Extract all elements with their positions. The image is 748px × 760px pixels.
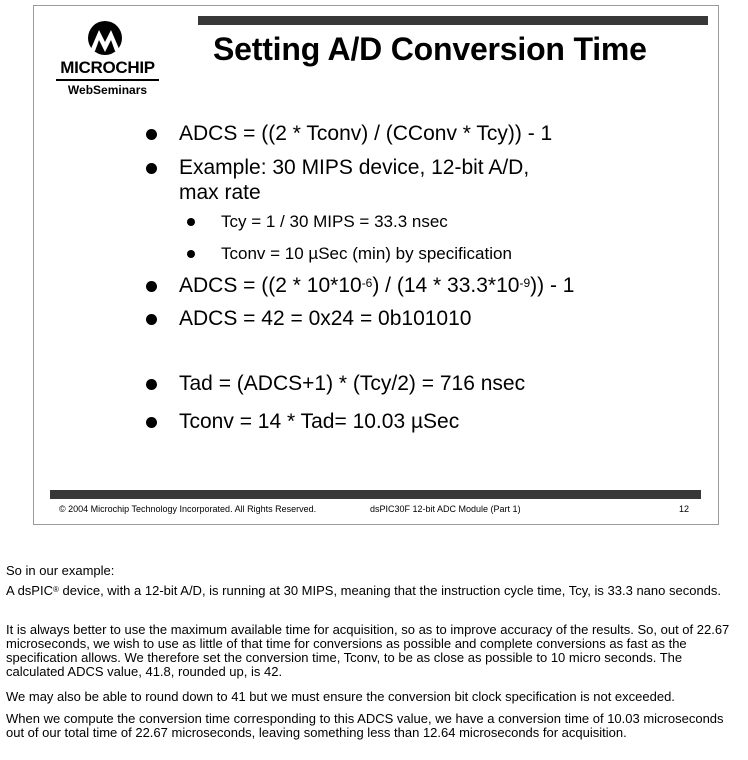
- notes-paragraph-acquisition: It is always better to use the maximum available time for acquisition, so as to improve accuracy of the results. So, out of 22.67 microseconds, we wish to use as little of that time for conversions as possible and complete conversions as fast as the specification allows. We therefore set the conversion time, Tconv, to be as close as possible to 10 micro seconds. The calculated ADCS value, 41.8, rounded up, is 42.: [6, 622, 730, 679]
- slide-title: Setting A/D Conversion Time: [213, 31, 647, 67]
- sub-bullet-tcy: Tcy = 1 / 30 MIPS = 33.3 nsec: [221, 212, 448, 232]
- bullet-dot: [146, 379, 157, 390]
- logo-divider: [56, 79, 159, 81]
- bullet-dot: [146, 281, 157, 292]
- footer-module: dsPIC30F 12-bit ADC Module (Part 1): [370, 504, 521, 514]
- bullet-dot: [146, 314, 157, 325]
- bullet-adcs-calc: ADCS = $((2 * 10*10^{-6}) / (14 * 33.3*10^{-9})) - 1$: [179, 274, 574, 298]
- microchip-logo: [50, 20, 165, 100]
- bullet-tconv-result: Tconv = 14 * Tad= 10.03 µSec: [179, 410, 459, 434]
- notes-intro: So in our example:: [6, 563, 115, 578]
- microchip-logo-icon: [84, 20, 126, 56]
- slide-top-bar: [198, 16, 708, 25]
- bullet-adcs-result: ADCS = 42 = 0x24 = 0b101010: [179, 307, 471, 331]
- sub-bullet-tconv: Tconv = 10 µSec (min) by specification: [221, 244, 512, 264]
- sub-bullet-dot: [187, 250, 195, 258]
- bullet-dot: [146, 417, 157, 428]
- notes-paragraph-round-down: We may also be able to round down to 41 but we must ensure the conversion bit clock specification is not exceeded.: [6, 689, 675, 704]
- footer-copyright: © 2004 Microchip Technology Incorporated. All Rights Reserved.: [59, 504, 317, 514]
- footer-page-number: 12: [679, 504, 690, 514]
- bullet-example-cont: max rate: [179, 181, 261, 204]
- bullet-adcs-formula: ADCS = ((2 * Tconv) / (CConv * Tcy)) - 1: [179, 122, 552, 146]
- notes-paragraph-device: A dsPIC® device, with a 12-bit A/D, is running at 30 MIPS, meaning that the instruction cycle time, Tcy, is 33.3 nano seconds.: [6, 583, 722, 598]
- bullet-tad: Tad = (ADCS+1) * (Tcy/2) = 716 nsec: [179, 372, 525, 396]
- bullet-dot: [146, 163, 157, 174]
- logo-wordmark: MICROCHIP: [60, 58, 155, 77]
- bullet-dot: [146, 129, 157, 140]
- logo-subtitle: WebSeminars: [67, 83, 148, 97]
- slide-bottom-bar: [50, 490, 701, 499]
- sub-bullet-dot: [187, 218, 195, 226]
- bullet-example: Example: 30 MIPS device, 12-bit A/D,: [179, 156, 529, 180]
- notes-paragraph-conversion-time: When we compute the conversion time corresponding to this ADCS value, we have a conversion time of 10.03 microseconds out of our total time of 22.67 microseconds, leaving something less than 12.64 microseconds for acquisition.: [6, 711, 724, 740]
